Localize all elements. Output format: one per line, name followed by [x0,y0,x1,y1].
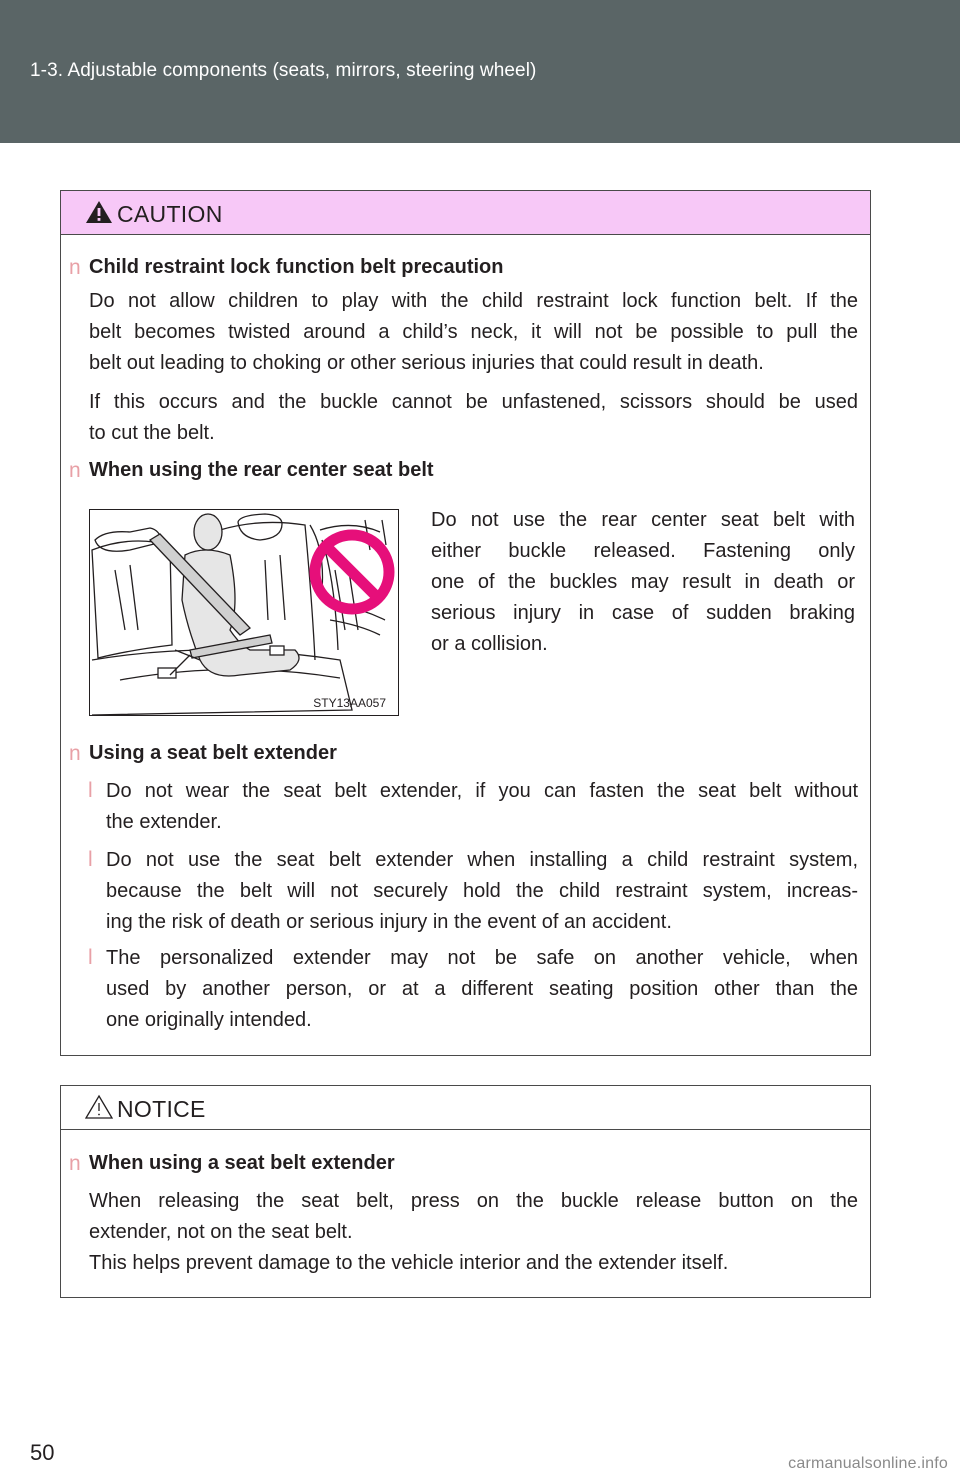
text-line: Do not allow children to play with the child restraint lock function belt. If the [89,290,858,312]
text-line: When releasing the seat belt, press on the buckle release button on the [89,1190,858,1212]
text-line: Do not wear the seat belt extender, if you can fasten the seat belt without [106,780,858,802]
seat-belt-illustration [89,509,399,716]
page-number: 50 [30,1440,55,1465]
text-line: to cut the belt. [89,422,215,444]
notice-warning-icon [85,1094,113,1120]
bullet-marker: n [69,742,81,765]
paragraph-child-restraint [89,286,858,379]
list-marker: l [88,946,93,969]
paragraph-scissors [89,387,858,449]
notice-title: NOTICE [117,1096,206,1122]
prohibited-icon [315,535,389,609]
heading-rear-center-seat-belt: When using the rear center seat belt [89,459,434,481]
seat-illustration-drawing [90,510,399,716]
text-line: belt becomes twisted around a child’s neck, it will not be possible to pull the [89,321,858,343]
caution-header [61,191,870,235]
watermark: carmanualsonline.info [788,1455,948,1472]
text-line: one originally intended. [106,1009,312,1031]
heading-seat-belt-extender: Using a seat belt extender [89,742,337,764]
text-line: Do not use the rear center seat belt with [431,509,855,531]
list-item [106,845,858,938]
text-line: The personalized extender may not be safe on another vehicle, when [106,947,858,969]
list-marker: l [88,779,93,802]
warning-icon [85,199,113,225]
notice-header [61,1086,870,1130]
text-line: either buckle released. Fastening only [431,540,855,562]
list-item [106,943,858,1036]
text-line: Do not use the seat belt extender when installing a child restraint system, [106,849,858,871]
text-line: or a collision. [431,633,548,655]
page-header [0,0,960,143]
text-line: one of the buckles may result in death or [431,571,855,593]
bullet-marker: n [69,256,81,279]
text-line: because the belt will not securely hold the child restraint system, increas- [106,880,858,902]
list-marker: l [88,848,93,871]
text-line: If this occurs and the buckle cannot be unfastened, scissors should be used [89,391,858,413]
paragraph-rear-center [431,505,855,660]
heading-notice-extender: When using a seat belt extender [89,1152,395,1174]
bullet-marker: n [69,459,81,482]
text-line: used by another person, or at a different seating position other than the [106,978,858,1000]
text-line: This helps prevent damage to the vehicle interior and the extender itself. [89,1252,729,1274]
caution-title: CAUTION [117,201,223,227]
text-line: serious injury in case of sudden braking [431,602,855,624]
text-line: the extender. [106,811,222,833]
text-line: extender, not on the seat belt. [89,1221,353,1243]
paragraph-notice [89,1186,858,1279]
text-line: ing the risk of death or serious injury in the event of an accident. [106,911,672,933]
section-title: 1-3. Adjustable components (seats, mirrors, steering wheel) [30,60,537,81]
text-line: belt out leading to choking or other serious injuries that could result in death. [89,352,764,374]
figure-code: STY13AA057 [313,696,386,710]
bullet-marker: n [69,1152,81,1175]
list-item [106,776,858,838]
heading-child-restraint-lock: Child restraint lock function belt precaution [89,256,504,278]
